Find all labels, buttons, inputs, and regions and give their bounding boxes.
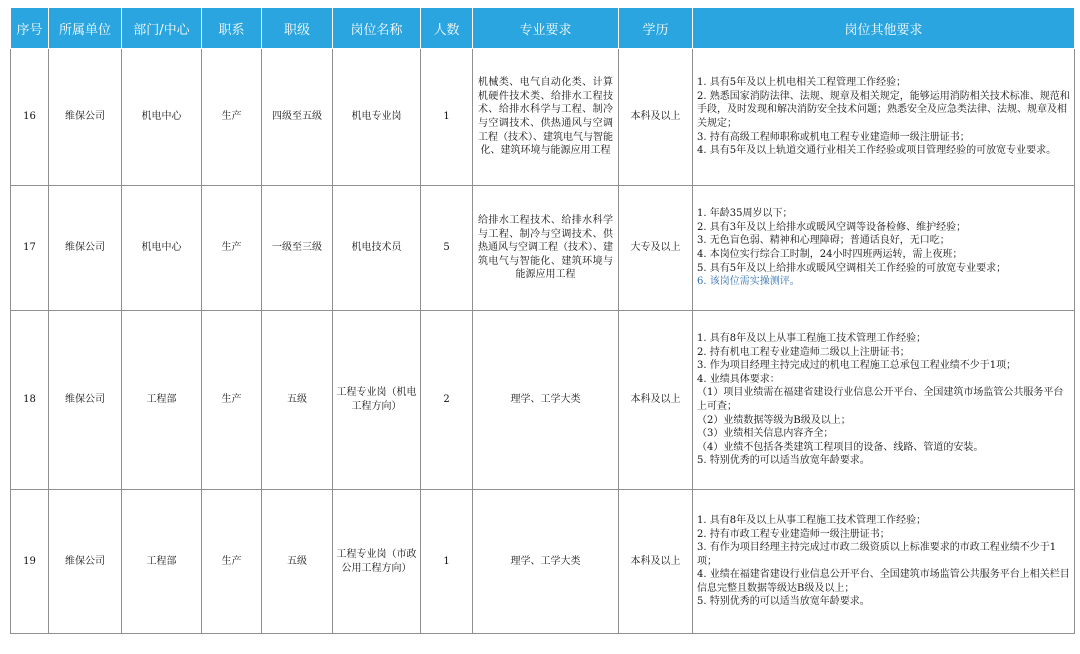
cell-unit: 维保公司 — [49, 490, 122, 634]
cell-position: 机电技术员 — [333, 186, 421, 311]
cell-series: 生产 — [202, 490, 262, 634]
cell-grade: 五级 — [262, 311, 333, 490]
req-line: （4）业绩不包括各类建筑工程项目的设备、线路、管道的安装。 — [697, 441, 984, 453]
req-line: 2. 持有机电工程专业建造师二级以上注册证书； — [697, 346, 910, 358]
cell-major: 理学、工学大类 — [473, 311, 619, 490]
req-line: 2. 熟悉国家消防法律、法规、规章及相关规定，能够运用消防相关技术标准、规范和手段，及时发现和解决消防安全技术问题；熟悉安全及应急类法律、法规、规章及相关规定； — [697, 90, 1070, 129]
cell-dept: 机电中心 — [122, 49, 202, 186]
req-line: 4. 具有5年及以上轨道交通行业相关工作经验或项目管理经验的可放宽专业要求。 — [697, 145, 1057, 157]
cell-count: 2 — [421, 311, 473, 490]
cell-no: 18 — [11, 311, 49, 490]
col-header-unit: 所属单位 — [49, 8, 122, 49]
cell-no: 16 — [11, 49, 49, 186]
col-header-count: 人数 — [421, 8, 473, 49]
cell-unit: 维保公司 — [49, 49, 122, 186]
table-row — [11, 49, 1075, 186]
recruitment-table — [10, 7, 1075, 634]
col-header-position: 岗位名称 — [333, 8, 421, 49]
cell-edu: 大专及以上 — [619, 186, 693, 311]
cell-grade: 五级 — [262, 490, 333, 634]
table-row — [11, 186, 1075, 311]
col-header-major: 专业要求 — [473, 8, 619, 49]
cell-grade: 一级至三级 — [262, 186, 333, 311]
col-header-series: 职系 — [202, 8, 262, 49]
cell-no: 17 — [11, 186, 49, 311]
req-line: 5. 特别优秀的可以适当放宽年龄要求。 — [697, 455, 870, 467]
cell-unit: 维保公司 — [49, 311, 122, 490]
req-line: （3）业绩相关信息内容齐全； — [697, 428, 834, 440]
header-row — [11, 8, 1075, 49]
cell-other-req — [693, 49, 1075, 186]
cell-edu: 本科及以上 — [619, 311, 693, 490]
req-line: 2. 持有市政工程专业建造师一级注册证书； — [697, 528, 890, 540]
recruitment-table-container — [10, 7, 1075, 634]
cell-edu: 本科及以上 — [619, 490, 693, 634]
col-header-grade: 职级 — [262, 8, 333, 49]
col-header-dept: 部门/中心 — [122, 8, 202, 49]
req-line: 1. 具有5年及以上机电相关工程管理工作经验； — [697, 77, 907, 89]
cell-series: 生产 — [202, 311, 262, 490]
cell-series: 生产 — [202, 186, 262, 311]
cell-major: 给排水工程技术、给排水科学与工程、制冷与空调技术、供热通风与空调工程（技术）、建筑电气与智能化、建筑环境与能源应用工程 — [473, 186, 619, 311]
cell-other-req — [693, 311, 1075, 490]
cell-no: 19 — [11, 490, 49, 634]
req-line: 3. 无色盲色弱、精神和心理障碍；普通话良好，无口吃； — [697, 235, 950, 247]
cell-other-req — [693, 186, 1075, 311]
cell-other-req — [693, 490, 1075, 634]
cell-major: 机械类、电气自动化类、计算机硬件技术类、给排水工程技术、给排水科学与工程、制冷与空调技术、供热通风与空调工程（技术）、建筑电气与智能化、建筑环境与能源应用工程 — [473, 49, 619, 186]
cell-dept: 机电中心 — [122, 186, 202, 311]
cell-count: 1 — [421, 490, 473, 634]
table-row — [11, 311, 1075, 490]
cell-position: 工程专业岗（机电工程方向） — [333, 311, 421, 490]
cell-edu: 本科及以上 — [619, 49, 693, 186]
req-line: 3. 持有高级工程师职称或机电工程专业建造师一级注册证书； — [697, 131, 970, 143]
req-line: 1. 年龄35周岁以下； — [697, 208, 793, 220]
col-header-edu: 学历 — [619, 8, 693, 49]
req-line: 1. 具有8年及以上从事工程施工技术管理工作经验； — [697, 514, 927, 526]
col-header-no: 序号 — [11, 8, 49, 49]
req-line: （1）项目业绩需在福建省建设行业信息公开平台、全国建筑市场监管公共服务平台上可查； — [697, 387, 1064, 412]
cell-unit: 维保公司 — [49, 186, 122, 311]
col-header-other-req: 岗位其他要求 — [693, 8, 1075, 49]
cell-count: 5 — [421, 186, 473, 311]
req-line: 4. 本岗位实行综合工时制，24小时四班两运转，需上夜班； — [697, 249, 963, 260]
cell-dept: 工程部 — [122, 490, 202, 634]
cell-position: 机电专业岗 — [333, 49, 421, 186]
cell-grade: 四级至五级 — [262, 49, 333, 186]
req-line: 5. 具有5年及以上给排水或暖风空调相关工作经验的可放宽专业要求； — [697, 262, 1007, 274]
req-line: 3. 作为项目经理主持完成过的机电工程施工总承包工程业绩不少于1项； — [697, 360, 1017, 372]
req-line-highlight: 6. 该岗位需实操测评。 — [697, 276, 800, 288]
req-line: 4. 业绩在福建省建设行业信息公开平台、全国建筑市场监管公共服务平台上相关栏目信息完整且数据等级达B级及以上； — [697, 569, 1070, 594]
req-line: 4. 业绩具体要求： — [697, 373, 780, 385]
req-line: 3. 有作为项目经理主持完成过市政二级资质以上标准要求的市政工程业绩不少于1项； — [697, 542, 1057, 567]
req-line: 1. 具有8年及以上从事工程施工技术管理工作经验； — [697, 333, 927, 345]
cell-position: 工程专业岗（市政公用工程方向） — [333, 490, 421, 634]
table-row — [11, 490, 1075, 634]
cell-series: 生产 — [202, 49, 262, 186]
cell-dept: 工程部 — [122, 311, 202, 490]
cell-count: 1 — [421, 49, 473, 186]
req-line: 2. 具有3年及以上给排水或暖风空调等设备检修、维护经验； — [697, 221, 967, 233]
cell-major: 理学、工学大类 — [473, 490, 619, 634]
req-line: 5. 特别优秀的可以适当放宽年龄要求。 — [697, 596, 870, 608]
req-line: （2）业绩数据等级为B级及以上； — [697, 414, 851, 426]
